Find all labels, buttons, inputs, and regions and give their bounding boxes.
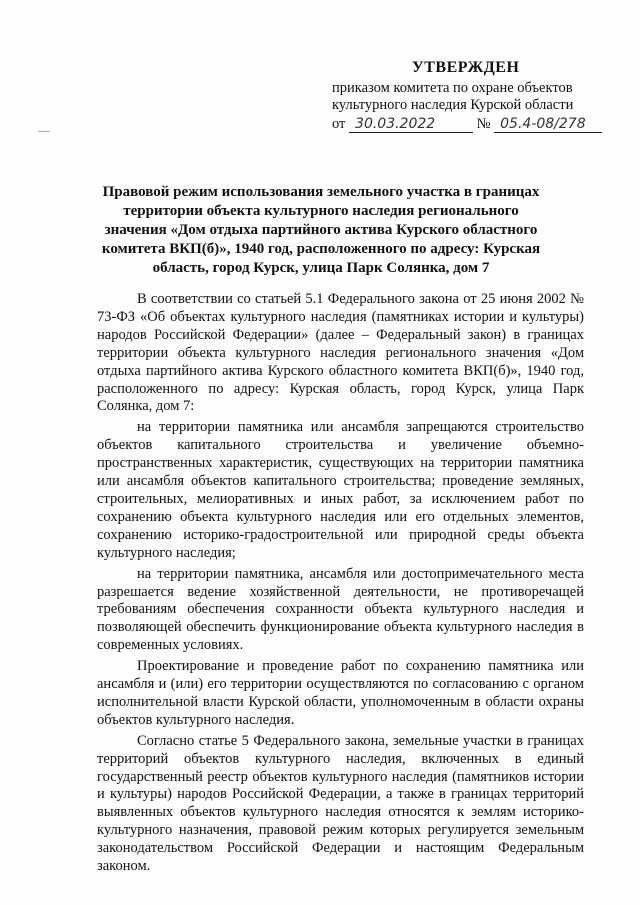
date-prefix: от: [332, 116, 346, 132]
margin-mark: [38, 131, 50, 132]
document-body: [97, 291, 584, 879]
approval-title: УТВЕРЖДЕН: [412, 59, 520, 76]
approval-line-1: приказом комитета по охране объектов: [332, 80, 573, 96]
handwritten-number: 05.4-08/278: [494, 117, 602, 133]
paragraph: на территории памятника, ансамбля или достопримечательного места разрешается ведение хозяйственной деятельности, не противоречащей требованиям обеспечения сохранности объекта культурного наследия и позволяющей обеспечить функционирование объекта культурного наследия в современных условиях.: [97, 565, 584, 654]
approval-date-number-line: [332, 116, 602, 133]
paragraph: Проектирование и проведение работ по сохранению памятника или ансамбля и (или) его территории осуществляются по согласованию с органом исполнительной власти Курской области, уполномоченным в области охраны объектов культурного наследия.: [97, 658, 584, 728]
number-prefix: №: [476, 116, 491, 132]
paragraph: В соответствии со статьей 5.1 Федерального закона от 25 июня 2002 № 73-ФЗ «Об объектах культурного наследия (памятниках истории и культуры) народов Российской Федерации» (далее – Федеральный закон) в границах территории объекта культурного наследия регионального значения «Дом отдыха партийного актива Курского областного комитета ВКП(б)», 1940 год, расположенного по адресу: Курская область, город Курск, улица Парк Солянка, дом 7:: [97, 291, 584, 415]
approval-line-2: культурного наследия Курской области: [332, 97, 574, 113]
handwritten-date: 30.03.2022: [349, 117, 473, 133]
paragraph: на территории памятника или ансамбля запрещаются строительство объектов капитального строительства и увеличение объемно-пространственных характеристик, существующих на территории памятника или ансамбля объектов капитального строительства; проведение земляных, строительных, мелиоративных и иных работ, за исключением работ по сохранению объекта культурного наследия или его отдельных элементов, сохранению историко-градостроительной или природной среды объекта культурного наследия;: [97, 419, 584, 561]
paragraph: Согласно статье 5 Федерального закона, земельные участки в границах территорий объектов культурного наследия, включенных в единый государственный реестр объектов культурного наследия (памятников истории и культуры) народов Российской Федерации, а также в границах территорий выявленных объектов культурного наследия относятся к землям историко-культурного назначения, правовой режим которых регулируется земельным законодательством Российской Федерации и настоящим Федеральным законом.: [97, 732, 584, 875]
document-heading: Правовой режим использования земельного участка в границах территории объекта культурного наследия регионального значения «Дом отдыха партийного актива Курского областного комитета ВКП(б)», 1940 год, расположенного по адресу: Курская область, город Курск, улица Парк Солянка, дом 7: [101, 184, 541, 276]
